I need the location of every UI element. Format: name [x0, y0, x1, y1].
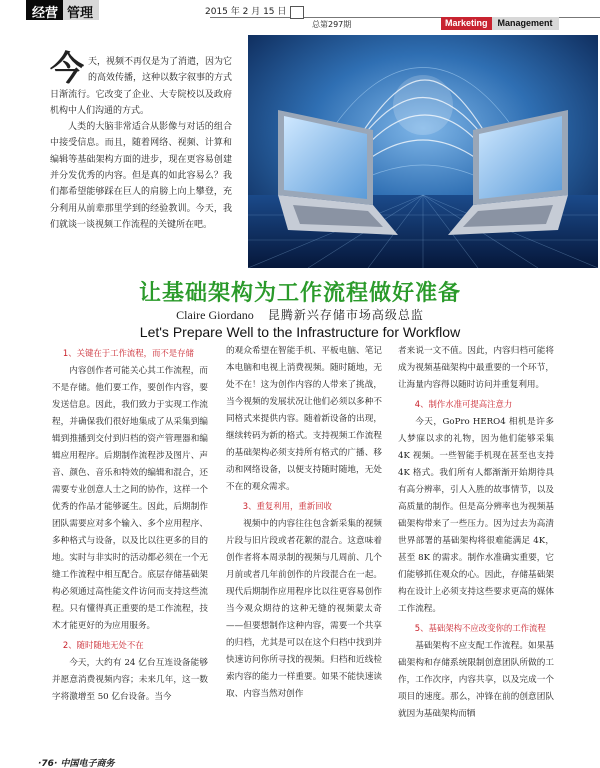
header-box-icon: [290, 6, 304, 19]
body-paragraph: 今天，GoPro HERO4 相机是许多人梦寐以求的礼物，因为他们能够采集 4K 视频。一些智能手机现在甚至也支持 4K 格式。我们所有人都渐渐开始期待具有高分辨率，引人入胜的故事情节，以及高质量的制作。但是高分辨率也为视频基础架构带来了一些压力。因为过去为高清世界部署的基础架构将很难能满足 4K，甚至 8K 的需求。制作水准确实重要，它们能够抓住观众的心。因此，存储基础架构在设计上必须支持这些要求更高的媒体工作流程。: [398, 417, 554, 614]
laptops-illustration: [248, 35, 598, 268]
intro-text: [50, 49, 233, 233]
laptops-graphic: [248, 35, 598, 268]
section-tag: [26, 0, 99, 20]
category-primary: Marketing: [441, 17, 492, 30]
body-paragraph: 今天，大约有 24 亿台互连设备能够并愿意消费视频内容；未来几年，这一数字将激增至 50 亿台设备。当今: [52, 658, 208, 702]
column-3: [398, 343, 554, 723]
section-tag-secondary: 管理: [63, 0, 99, 20]
body-paragraph: 内容创作者可能关心其工作流程，而不是存储。他们要工作，要创作内容，要发送信息。因此，我们致力于实现工作流程，并确保我们很好地集成了从采集到编辑到推播到交付到归档的资产管理器和编辑应用程序。后期制作流程涉及图片、声音、颜色、音乐和特效的编辑和混合，还需要专业创意人士之间的协作，这样一个优秀的作品才能够诞生。因此，后期制作团队需要应对多个输入、多个应用程序、多种格式与设备，以及比以往更多的目的地。实时与非实时的活动都必须在一个无缝工作流程中相互配合。底层存储基础架构必须通过高性能文件访问而支持这些流程。只有懂得真正重要的是工作流程，技术才能更好的为应用服务。: [52, 366, 208, 631]
english-title: Let's Prepare Well to the Infrastructure for Workflow: [139, 324, 461, 340]
category-secondary: Management: [492, 17, 559, 30]
section-heading-5: 5、基础架构不应改变你的工作流程: [414, 623, 546, 633]
dropcap: 今: [50, 49, 84, 89]
page-header: [0, 0, 600, 29]
author-line: [0, 306, 600, 323]
section-heading-2: 2、随时随地无处不在: [62, 640, 144, 650]
author-name: Claire Giordano: [176, 308, 254, 322]
section-heading-3: 3、重复利用，重新回收: [242, 501, 332, 511]
body-paragraph: 基础架构不应支配工作流程。如果基础架构和存储系统限制创意团队所做的工作，工作次序，内容共享，以及完成一个项目的速度。那么，冲锋在前的创意团队就因为基础架构而牺: [398, 641, 554, 719]
author-title: 昆腾新兴存储市场高级总监: [267, 308, 424, 322]
issue-date: 2015 年 2 月 15 日: [205, 7, 287, 17]
column-1: [52, 343, 208, 706]
issue-number: 总第297期: [312, 20, 352, 29]
article-title: 让基础架构为工作流程做好准备: [138, 281, 461, 306]
section-heading-4: 4、制作水准可提高注意力: [414, 399, 513, 409]
intro-paragraph-1: 天，视频不再仅是为了消遣，因为它的高效传播，这种以数字叙事的方式日渐流行。它改变了企业、大专院校以及政府机构中人们沟通的方式。: [50, 57, 233, 116]
body-paragraph: 者来说一文不值。因此，内容归档可能将成为视频基础架构中最重要的一个环节，让海量内容得以随时访问并重复利用。: [398, 346, 554, 390]
section-tag-primary: 经营: [26, 0, 63, 20]
body-paragraph: 的观众希望在智能手机、平板电脑、笔记本电脑和电视上消费视频。随时随地，无处不在！这为创作内容的人带来了挑战，当今视频的发展状况让他们必须以多种不同格式来提供内容。随着新设备的出现，继续转码为新的格式。支持视频工作流程的基础架构必须支持所有格式的广播、移动和网络设备，以便支持随时随地，无处不在的观众需求。: [226, 346, 382, 492]
section-heading-1: 1、关键在于工作流程，而不是存储: [62, 348, 194, 358]
body-paragraph: 视频中的内容往往包含新采集的视频片段与旧片段或者花絮的混合。这意味着创作者将本周录制的视频与几周前、几个月前或者几年前创作的片段混合在一起。现代后期制作应用程序比以往更容易创作当今观众期待的这种无缝的视频蒙太奇——但要想制作这种内容，需要一个共享的归档，尤其是可以在这个归档中找到并快速访问你所寻找的视频。归档和近线检索内容的能力一样重要。如果不能快速读取、内容当然对创作: [226, 519, 382, 699]
intro-paragraph-2: 人类的大脑非常适合从影像与对话的组合中接受信息。而且，随着网络、视频、计算和编辑等基础架构方面的进步，现在更容易创建并分发优秀的内容。但是真的如此容易么？我们都希望能够踩在巨人的肩膀上向上攀登，充分利用从前辈那里学到的经验教训。今天，我们就谈一谈视频工作流程的关键所在吧。: [50, 122, 232, 230]
category-tag: [441, 17, 559, 30]
page-footer: ·76· 中国电子商务: [38, 759, 115, 768]
column-2: [226, 343, 382, 703]
